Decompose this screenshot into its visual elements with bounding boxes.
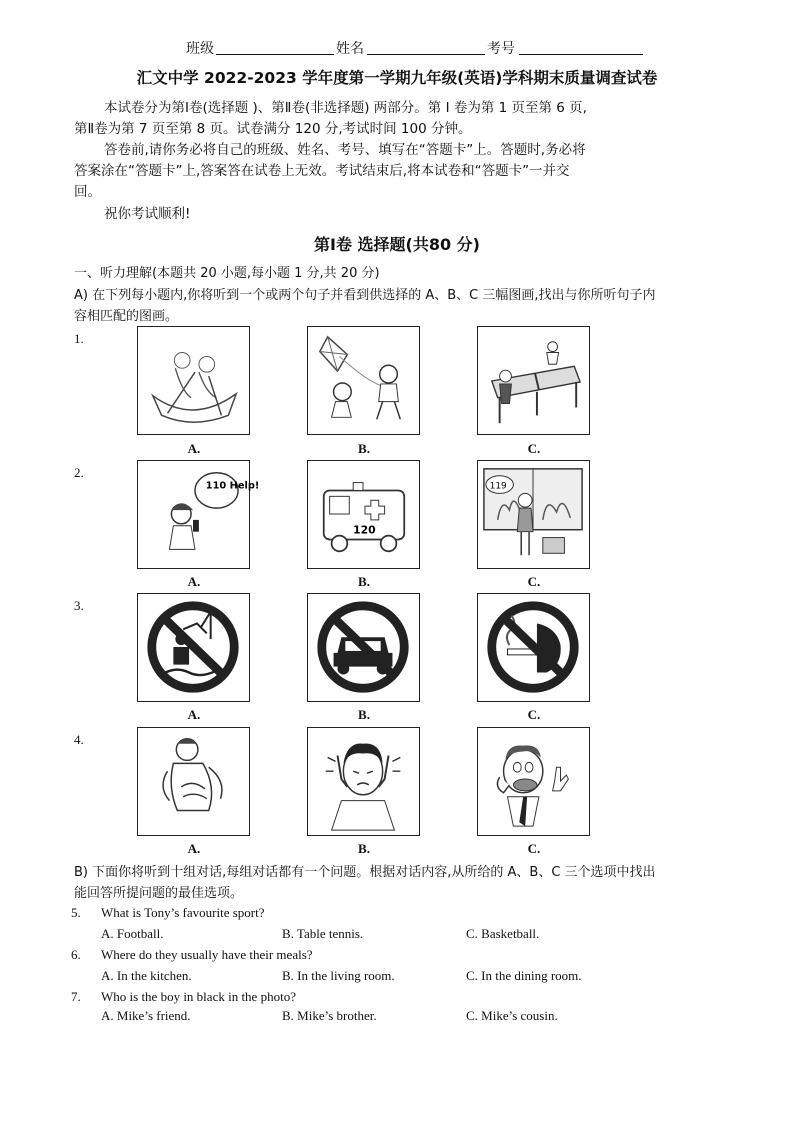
option-label-c: C. xyxy=(527,574,541,589)
answer-option-a[interactable]: A. In the kitchen. xyxy=(101,968,192,983)
intro-paragraph-2-line-2: 答案涂在“答题卡”上,答案答在试卷上无效。考试结束后,将本试卷和“答题卡”一并交 xyxy=(74,163,570,179)
picture-option-b[interactable] xyxy=(307,593,420,702)
no-cars-icon xyxy=(308,594,419,701)
intro-paragraph-2-line-1: 答卷前,请你务必将自己的班级、姓名、考号、填写在“答题卡”上。答题时,务必将 xyxy=(104,142,586,158)
picture-option-b[interactable] xyxy=(307,727,420,836)
picture-option-c[interactable] xyxy=(477,727,590,836)
answer-option-b[interactable]: B. Table tennis. xyxy=(282,926,364,941)
good-luck-line: 祝你考试顺利! xyxy=(104,206,191,222)
name-label: 姓名 xyxy=(336,41,364,57)
question-number: 2. xyxy=(74,465,84,480)
picture-option-a[interactable] xyxy=(137,460,260,569)
exam-title: 汇文中学 2022-2023 学年度第一学期九年级(英语)学科期末质量调查试卷 xyxy=(136,69,658,87)
answer-option-c[interactable]: C. Basketball. xyxy=(466,926,540,941)
answer-option-a[interactable]: A. Football. xyxy=(101,926,164,941)
part-b-instruction-line-1: B) 下面你将听到十组对话,每组对话都有一个问题。根据对话内容,从所给的 A、B、C 三个选项中找出 xyxy=(74,865,656,880)
option-label-a: A. xyxy=(187,574,201,589)
exam-number-blank xyxy=(519,54,643,55)
picture-option-a[interactable] xyxy=(137,326,250,435)
picture-option-a[interactable] xyxy=(137,593,250,702)
listening-part-title: 一、听力理解(本题共 20 小题,每小题 1 分,共 20 分) xyxy=(74,266,380,281)
question-number: 1. xyxy=(74,331,84,346)
intro-paragraph-1-line-1: 本试卷分为第Ⅰ卷(选择题 )、第Ⅱ卷(非选择题) 两部分。第 Ⅰ 卷为第 1 页至第 6 页, xyxy=(104,100,587,116)
option-label-b: B. xyxy=(358,441,370,456)
part-b-instruction-line-2: 能回答所提问题的最佳选项。 xyxy=(74,886,244,901)
class-label: 班级 xyxy=(186,41,214,57)
part-a-instruction-line-2: 容相匹配的图画。 xyxy=(74,309,179,324)
table-tennis-icon xyxy=(478,327,589,434)
ambulance-120-icon xyxy=(308,461,419,568)
kite-flying-icon xyxy=(308,327,419,434)
vehicle-text-120: 120 xyxy=(353,523,376,537)
question-text: Who is the boy in black in the photo? xyxy=(101,989,296,1004)
headache-icon xyxy=(308,728,419,835)
picture-option-a[interactable] xyxy=(137,727,250,836)
option-label-b: B. xyxy=(358,707,370,722)
question-number: 6. xyxy=(71,947,81,962)
bubble-text-119: 119 xyxy=(489,481,507,492)
option-label-b: B. xyxy=(358,574,370,589)
answer-option-a[interactable]: A. Mike’s friend. xyxy=(101,1008,191,1023)
name-blank xyxy=(367,54,485,55)
section-title: 第Ⅰ卷 选择题(共80 分) xyxy=(314,235,480,254)
question-text: What is Tony’s favourite sport? xyxy=(101,905,265,920)
question-text: Where do they usually have their meals? xyxy=(101,947,313,962)
option-label-a: A. xyxy=(187,841,201,856)
class-blank xyxy=(216,54,334,55)
part-a-instruction-line-1: A) 在下列每小题内,你将听到一个或两个句子并看到供选择的 A、B、C 三幅图画,找出与你所听句子内 xyxy=(74,288,656,303)
picture-option-c[interactable] xyxy=(477,593,590,702)
option-label-c: C. xyxy=(527,441,541,456)
option-label-a: A. xyxy=(187,707,201,722)
phone-call-110-icon xyxy=(138,461,260,568)
no-fishing-icon xyxy=(138,594,249,701)
option-label-b: B. xyxy=(358,841,370,856)
question-number: 3. xyxy=(74,598,84,613)
option-label-a: A. xyxy=(187,441,201,456)
toothache-icon xyxy=(478,728,589,835)
answer-option-c[interactable]: C. Mike’s cousin. xyxy=(466,1008,558,1023)
picture-option-b[interactable] xyxy=(307,460,420,569)
intro-paragraph-2-line-3: 回。 xyxy=(74,184,101,200)
answer-option-b[interactable]: B. Mike’s brother. xyxy=(282,1008,377,1023)
question-number: 7. xyxy=(71,989,81,1004)
picture-option-c[interactable] xyxy=(477,326,590,435)
picture-option-c[interactable] xyxy=(477,460,590,569)
answer-option-c[interactable]: C. In the dining room. xyxy=(466,968,582,983)
picture-option-b[interactable] xyxy=(307,326,420,435)
exam-number-label: 考号 xyxy=(487,41,515,57)
question-number: 4. xyxy=(74,732,84,747)
option-label-c: C. xyxy=(527,707,541,722)
intro-paragraph-1-line-2: 第Ⅱ卷为第 7 页至第 8 页。试卷满分 120 分,考试时间 100 分钟。 xyxy=(74,121,472,137)
answer-option-b[interactable]: B. In the living room. xyxy=(282,968,395,983)
no-smoking-icon xyxy=(478,594,589,701)
stomachache-icon xyxy=(138,728,249,835)
option-label-c: C. xyxy=(527,841,541,856)
fire-119-icon xyxy=(478,461,589,568)
question-number: 5. xyxy=(71,905,81,920)
boat-rowing-icon xyxy=(138,327,249,434)
bubble-text-110: 110 Help! xyxy=(205,480,260,492)
